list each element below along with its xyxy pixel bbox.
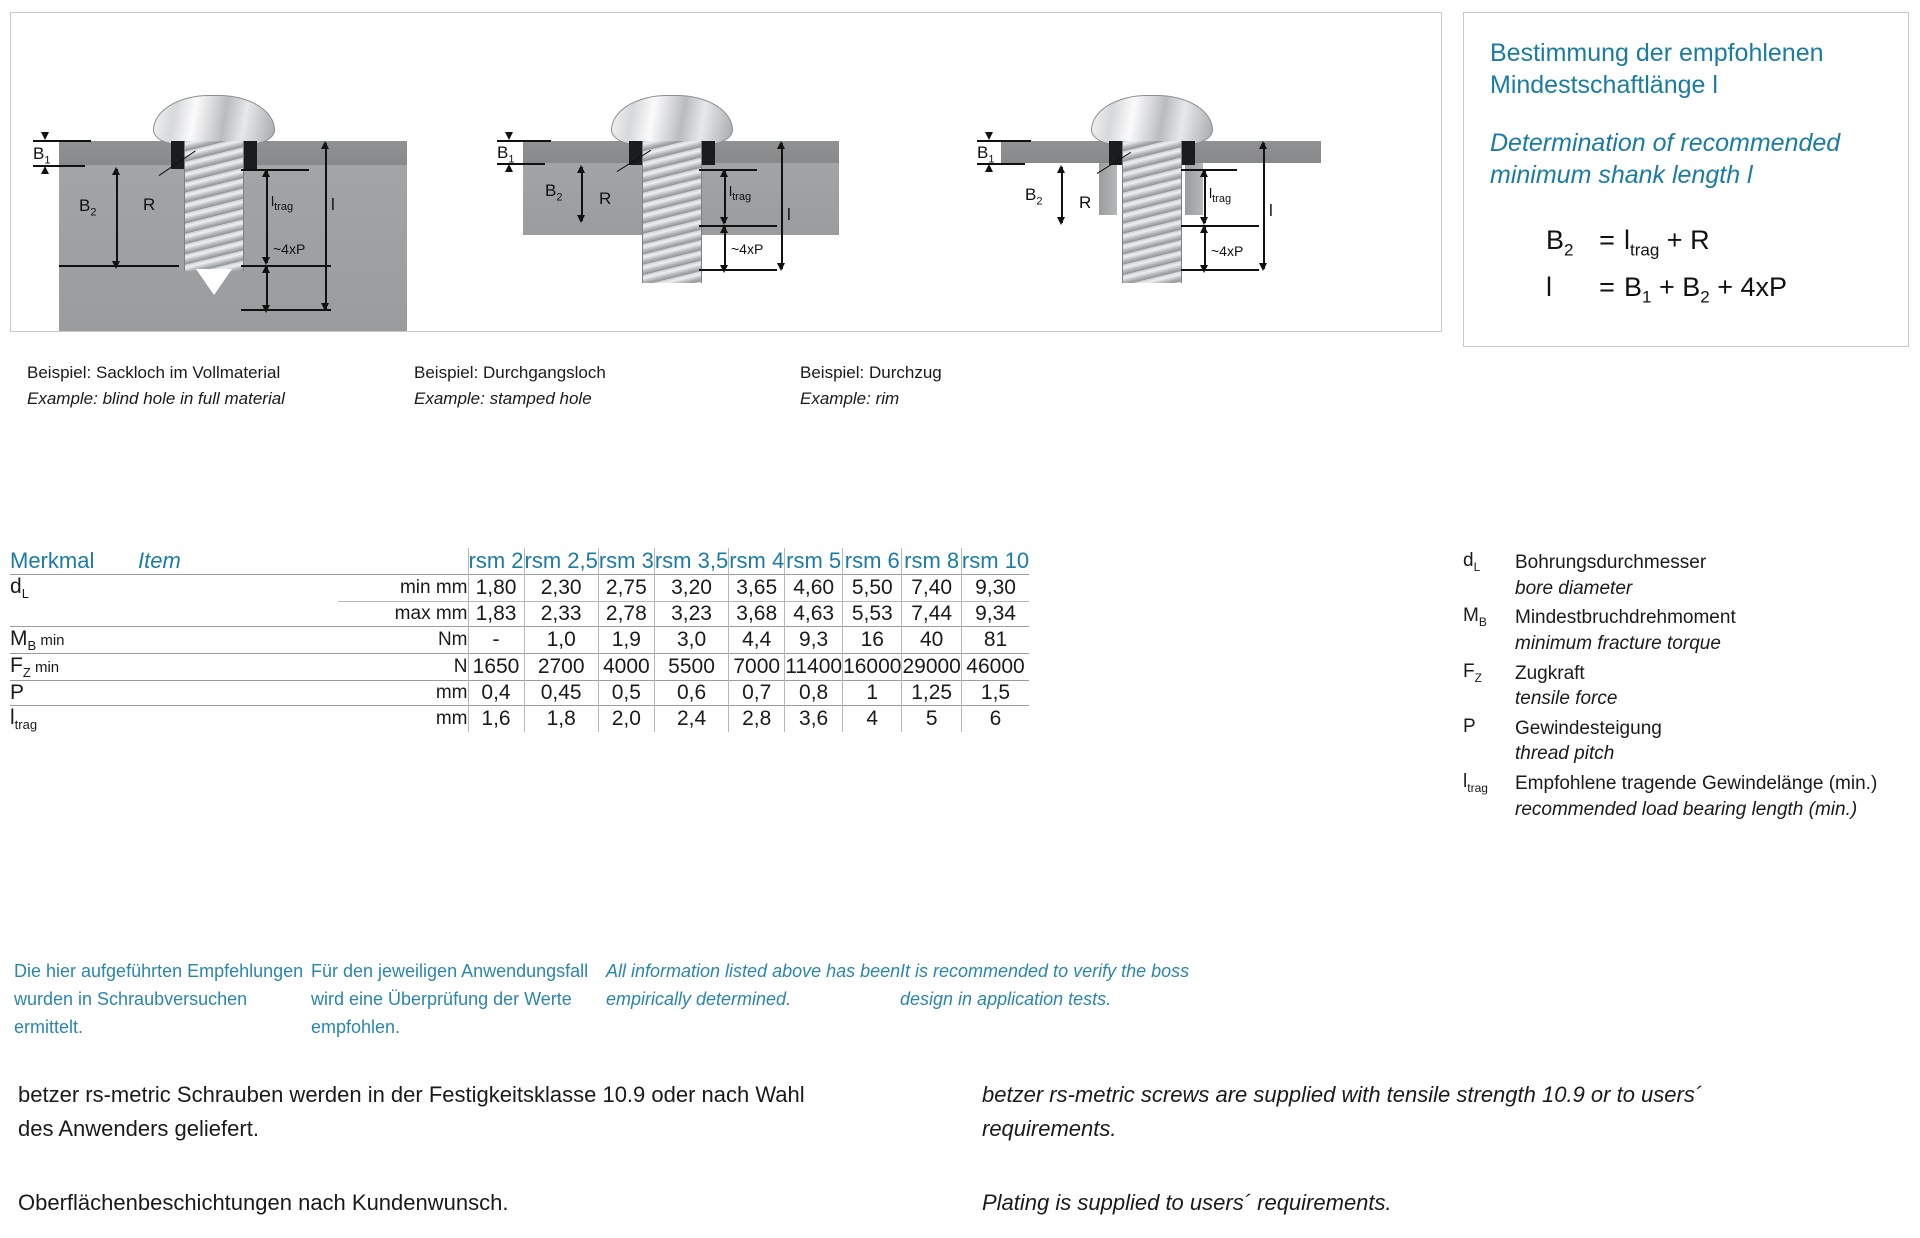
table-head [10, 548, 1029, 575]
legend-symbol-mb: $M_B$ [1463, 605, 1487, 630]
dim-label-ltrag: $l_{trag}$ [271, 193, 294, 213]
screw-shank [184, 141, 244, 271]
table-header-row [10, 548, 1029, 575]
dim-b1-arrow-down [505, 132, 513, 140]
dim-label-4xp: ~4xP [273, 241, 306, 257]
dim-label-b2: $B_2$ [545, 181, 563, 204]
dim-ltrag-arrow-down [1200, 217, 1208, 225]
dim-ltrag-subscript: trag [1212, 192, 1232, 205]
cell: 9,3 [785, 626, 843, 653]
cell: 5,53 [843, 601, 902, 626]
cell: 29000 [902, 653, 961, 680]
row-label-mb-suffix: min [36, 631, 65, 649]
caption-stamped-hole-en: Example: stamped hole [414, 388, 592, 408]
cell: 1650 [468, 653, 524, 680]
dim-l-arrow-down [777, 263, 785, 271]
dim-4xp-arrow-up [1200, 225, 1208, 233]
dim-b2-arrow-up [1057, 165, 1065, 173]
legend-dl-subscript: L [1473, 559, 1481, 574]
row-label-spacer [138, 706, 338, 733]
cell: 6 [961, 706, 1029, 733]
row-unit-dl-max: max mm [338, 601, 468, 626]
dim-ltrag-vline [1204, 171, 1206, 223]
dim-label-b1: $B_1$ [33, 144, 51, 167]
cell: 40 [902, 626, 961, 653]
caption-rim-en: Example: rim [800, 388, 900, 408]
dim-b1-subscript: 1 [508, 153, 515, 166]
dim-b2-subscript: 2 [556, 191, 563, 204]
caption-rim [800, 360, 942, 411]
dim-b1-line-top [977, 140, 1031, 142]
cell: 1,6 [468, 706, 524, 733]
formula-l-equals: = [1599, 272, 1615, 303]
caption-stamped-hole-de: Beispiel: Durchgangsloch [414, 363, 606, 382]
table-row [10, 681, 1029, 706]
legend-mb-en: minimum fracture torque [1515, 632, 1721, 654]
header-item: Item [138, 548, 181, 573]
specification-table [10, 548, 1029, 732]
dim-b2-vline [116, 169, 118, 267]
cell: 0,8 [785, 681, 843, 706]
header-col-rsm-2-5: rsm 2,5 [524, 548, 598, 573]
formula-l-rhs-sub2: 2 [1700, 287, 1710, 307]
header-col-rsm-3: rsm 3 [598, 548, 654, 573]
dim-label-4xp: ~4xP [731, 241, 764, 257]
row-label-spacer [138, 575, 338, 602]
row-label-ltrag: $l_{trag}$ [10, 706, 138, 733]
dim-label-l: l [787, 205, 791, 224]
caption-blind-hole-en: Example: blind hole in full material [27, 388, 285, 408]
legend-text-fz [1515, 661, 1617, 712]
dim-label-b2: $B_2$ [1025, 185, 1043, 208]
cell: 9,30 [961, 575, 1029, 602]
dim-b2-base-line [59, 265, 179, 267]
row-unit-fz: N [338, 653, 468, 680]
legend-item-p [1463, 716, 1903, 767]
cell: 1 [843, 681, 902, 706]
header-col-rsm-2: rsm 2 [468, 548, 524, 573]
cell: 16000 [843, 653, 902, 680]
cell: 46000 [961, 653, 1029, 680]
row-label-fz-subscript: Z [22, 665, 31, 681]
cell: 3,68 [729, 601, 785, 626]
cell: 3,6 [785, 706, 843, 733]
dim-b2-arrow-down [1057, 217, 1065, 225]
formula-b2-rhs-subscript: trag [1630, 240, 1660, 260]
cell: 1,9 [598, 626, 654, 653]
row-label-spacer [138, 626, 338, 653]
dim-b2-subscript: 2 [1036, 195, 1043, 208]
screw-tip [196, 269, 232, 295]
dim-b1-arrow-down [41, 132, 49, 140]
legend-fz-subscript: Z [1474, 670, 1482, 685]
formula-list [1490, 225, 1882, 308]
header-col-rsm-5: rsm 5 [786, 548, 842, 573]
row-unit-dl-min: min mm [338, 575, 468, 602]
legend-item-mb [1463, 605, 1903, 656]
row-label-dl: $d_L$ [10, 575, 138, 602]
legend-p-en: thread pitch [1515, 743, 1615, 765]
formula-l-rhs: $B_1 + B_2 + 4xP$ [1624, 272, 1788, 307]
cell: 0,6 [654, 681, 728, 706]
dim-l-vline [1263, 143, 1265, 269]
dim-4xp-base-line [241, 309, 331, 311]
dim-ltrag-bottom-line [241, 265, 331, 267]
dim-b1-arrow-down [985, 132, 993, 140]
legend-text-ltrag [1515, 771, 1877, 822]
dim-l-arrow-up [777, 141, 785, 149]
legend-symbol-p: P [1463, 715, 1476, 737]
dim-ltrag-vline [266, 171, 268, 263]
bottom-de-paragraph-2: Oberflächenbeschichtungen nach Kundenwunsch. [18, 1190, 509, 1216]
dim-ltrag-arrow-down [720, 217, 728, 225]
cell: 1,80 [468, 575, 524, 602]
table-body [10, 575, 1029, 733]
dim-label-4xp: ~4xP [1211, 243, 1244, 259]
cell: 1,5 [961, 681, 1029, 706]
screw-head [611, 95, 733, 145]
dim-ltrag-top-line [1181, 169, 1237, 171]
cell: 1,25 [902, 681, 961, 706]
dim-l-arrow-down [321, 303, 329, 311]
cell: 81 [961, 626, 1029, 653]
dim-ltrag-bottom-line [699, 225, 777, 227]
cell: 3,23 [654, 601, 728, 626]
dim-ltrag-vline [724, 171, 726, 223]
header-col-rsm-6: rsm 6 [843, 548, 902, 575]
cell: 7000 [729, 653, 785, 680]
cell: 0,5 [598, 681, 654, 706]
dim-label-ltrag: $l_{trag}$ [1209, 185, 1232, 205]
cell: 0,7 [729, 681, 785, 706]
cell: 4,63 [785, 601, 843, 626]
header-unit-spacer [338, 548, 468, 575]
legend-dl-en: bore diameter [1515, 577, 1633, 599]
legend-ltrag-subscript: trag [1467, 780, 1488, 795]
diagram-rim [959, 13, 1442, 332]
cell: 4,4 [729, 626, 785, 653]
top-area [0, 0, 1920, 430]
dim-label-b1: $B_1$ [977, 143, 995, 166]
dim-ltrag-subscript: trag [274, 200, 294, 213]
dim-l-vline [325, 143, 327, 309]
dim-ltrag-arrow-down [262, 257, 270, 265]
cell: 3,0 [654, 626, 728, 653]
legend-symbol-fz: $F_Z$ [1463, 660, 1482, 685]
bottom-text-de [18, 1078, 838, 1220]
row-label-fz-min: $F_Z$ min [10, 653, 138, 680]
dim-l-arrow-up [1259, 141, 1267, 149]
cell: 2,30 [524, 575, 598, 602]
cell: 16 [843, 626, 902, 653]
row-label-ltrag-subscript: trag [14, 717, 38, 733]
cell: 2,78 [598, 601, 654, 626]
legend-text-dl [1515, 550, 1706, 601]
dim-ltrag-top-line [699, 169, 757, 171]
formula-box-title-en: Determination of recommended minimum shank length l [1490, 129, 1841, 189]
cell: 0,45 [524, 681, 598, 706]
dim-ltrag-bottom-line [1181, 225, 1259, 227]
legend-ltrag-en: recommended load bearing length (min.) [1515, 798, 1858, 820]
screw-shank [642, 141, 702, 283]
dim-b2-arrow-up [112, 167, 120, 175]
dim-4xp-arrow-up [720, 225, 728, 233]
cell: 7,40 [902, 575, 961, 602]
formula-b2-lhs: $B_2$ [1546, 225, 1574, 260]
cell: 1,0 [524, 626, 598, 653]
bottom-en-paragraph-1: betzer rs-metric screws are supplied with tensile strength 10.9 or to users´ requirements. [982, 1082, 1703, 1142]
row-label-spacer [138, 601, 338, 626]
legend-p-de: Gewindesteigung [1515, 717, 1662, 739]
cell: 1,8 [524, 706, 598, 733]
row-unit-p: mm [338, 681, 468, 706]
dim-4xp-arrow-up [262, 265, 270, 273]
row-label-empty [10, 601, 138, 626]
symbol-legend [1463, 550, 1903, 826]
dim-b2-vline [581, 167, 583, 221]
collar-right [1181, 141, 1195, 165]
row-label-spacer [138, 681, 338, 706]
formula-b2-equals: = [1599, 225, 1615, 255]
dim-label-b2: $B_2$ [79, 196, 97, 219]
dim-b1-arrow-up [41, 166, 49, 174]
dim-label-r: R [1079, 193, 1092, 212]
legend-ltrag-de: Empfohlene tragende Gewindelänge (min.) [1515, 773, 1878, 795]
row-label-dl-subscript: L [21, 586, 29, 602]
dim-l-arrow-up [321, 141, 329, 149]
bottom-de-paragraph-1: betzer rs-metric Schrauben werden in der Festigkeitsklasse 10.9 oder nach Wahl des Anwenders geliefert. [18, 1082, 805, 1142]
dim-4xp-base-line [699, 269, 777, 271]
formula-b2-rhs: $l_{trag} + R$ [1624, 225, 1710, 260]
dim-b1-subscript: 1 [988, 153, 995, 166]
cell: 7,44 [902, 601, 961, 626]
header-col-rsm-10: rsm 10 [961, 548, 1030, 573]
cell: 2700 [524, 653, 598, 680]
dim-label-r: R [599, 189, 612, 208]
dim-ltrag-top-line [241, 169, 309, 171]
caption-blind-hole [27, 360, 285, 411]
formula-box [1463, 12, 1909, 347]
legend-item-dl [1463, 550, 1903, 601]
legend-symbol-dl: $d_L$ [1463, 550, 1481, 574]
cell: 5 [902, 706, 961, 733]
diagram-stamped-hole [481, 13, 959, 332]
cell: 2,4 [654, 706, 728, 733]
footnote-de-1: Die hier aufgeführten Empfehlungen wurden in Schraubversuchen ermittelt. [14, 961, 304, 1037]
formula-b2-subscript: 2 [1564, 240, 1574, 260]
screw-head [1091, 95, 1213, 145]
bottom-text-en [982, 1078, 1802, 1220]
legend-item-ltrag [1463, 771, 1903, 822]
cell: 2,33 [524, 601, 598, 626]
legend-fz-en: tensile force [1515, 688, 1618, 710]
header-col-rsm-4: rsm 4 [729, 548, 785, 573]
cell: - [468, 626, 524, 653]
cell: 2,75 [598, 575, 654, 602]
formula-box-title-de: Bestimmung der empfohlenen Mindestschaftlänge l [1490, 39, 1824, 99]
table-row [10, 706, 1029, 733]
legend-dl-de: Bohrungsdurchmesser [1515, 552, 1707, 573]
dim-l-vline [781, 143, 783, 269]
caption-stamped-hole [414, 360, 606, 411]
dim-b1-line-top [33, 140, 91, 142]
row-label-spacer [138, 653, 338, 680]
cell: 2,0 [598, 706, 654, 733]
cell: 3,20 [654, 575, 728, 602]
dim-b1-subscript: 1 [44, 154, 51, 167]
cell: 4 [843, 706, 902, 733]
table-row [10, 575, 1029, 602]
legend-text-p [1515, 716, 1662, 767]
formula-row-l [1546, 272, 1882, 307]
cell: 0,4 [468, 681, 524, 706]
caption-rim-de: Beispiel: Durchzug [800, 363, 942, 382]
dim-b2-vline [1061, 167, 1063, 223]
screw-head [153, 95, 275, 145]
footnote-en-2: It is recommended to verify the boss design in application tests. [900, 961, 1190, 1009]
footnote-en-1: All information listed above has been empirically determined. [606, 961, 901, 1009]
dim-ltrag-subscript: trag [732, 190, 752, 203]
bottom-en-paragraph-2: Plating is supplied to users´ requirements. [982, 1190, 1392, 1216]
dim-l-arrow-down [1259, 263, 1267, 271]
row-label-fz-suffix: min [30, 658, 60, 676]
legend-mb-de: Mindestbruchdrehmoment [1515, 607, 1736, 629]
formula-l-rhs-sub1: 1 [1642, 287, 1652, 307]
dim-label-r: R [143, 195, 156, 214]
formula-row-b2 [1546, 225, 1882, 260]
legend-fz-de: Zugkraft [1515, 662, 1585, 684]
cell: 2,8 [729, 706, 785, 733]
dim-b2-arrow-down [577, 215, 585, 223]
collar-right [243, 141, 257, 169]
dim-b2-arrow-up [577, 165, 585, 173]
screw-shank [1122, 141, 1182, 283]
row-label-mb-min: $M_B$ min [10, 626, 138, 653]
cell: 1,83 [468, 601, 524, 626]
legend-symbol-ltrag: $l_{trag}$ [1463, 771, 1488, 795]
header-col-rsm-3-5: rsm 3,5 [654, 548, 729, 573]
dim-label-b1: $B_1$ [497, 143, 515, 166]
row-unit-ltrag: mm [338, 706, 468, 733]
cell: 9,34 [961, 601, 1029, 626]
legend-mb-subscript: B [1478, 615, 1487, 630]
dim-b2-subscript: 2 [90, 206, 97, 219]
cell: 5,50 [843, 575, 902, 602]
row-unit-mb: Nm [338, 626, 468, 653]
legend-text-mb [1515, 605, 1736, 656]
cell: 4,60 [785, 575, 843, 602]
footnote-de-2: Für den jeweiligen Anwendungsfall wird eine Überprüfung der Werte empfohlen. [311, 961, 589, 1037]
dim-label-l: l [1269, 201, 1273, 220]
dim-4xp-base-line [1181, 269, 1259, 271]
header-merkmal: Merkmal [10, 548, 95, 573]
cell: 5500 [654, 653, 728, 680]
row-label-mb-subscript: B [27, 637, 37, 653]
table-row [10, 626, 1029, 653]
dim-label-l: l [331, 195, 335, 214]
cell: 4000 [598, 653, 654, 680]
table-row [10, 601, 1029, 626]
dim-label-ltrag: $l_{trag}$ [729, 183, 752, 203]
collar-right [701, 141, 715, 165]
cell: 11400 [785, 653, 843, 680]
header-col-rsm-8: rsm 8 [902, 548, 961, 575]
legend-item-fz [1463, 661, 1903, 712]
diagram-panel [10, 12, 1442, 332]
table-row [10, 653, 1029, 680]
cell: 3,65 [729, 575, 785, 602]
caption-blind-hole-de: Beispiel: Sackloch im Vollmaterial [27, 363, 281, 382]
formula-l-lhs: l [1546, 272, 1552, 303]
diagram-blind-hole [11, 13, 481, 332]
row-label-p: P [10, 681, 138, 706]
dim-b1-line-top [497, 140, 551, 142]
